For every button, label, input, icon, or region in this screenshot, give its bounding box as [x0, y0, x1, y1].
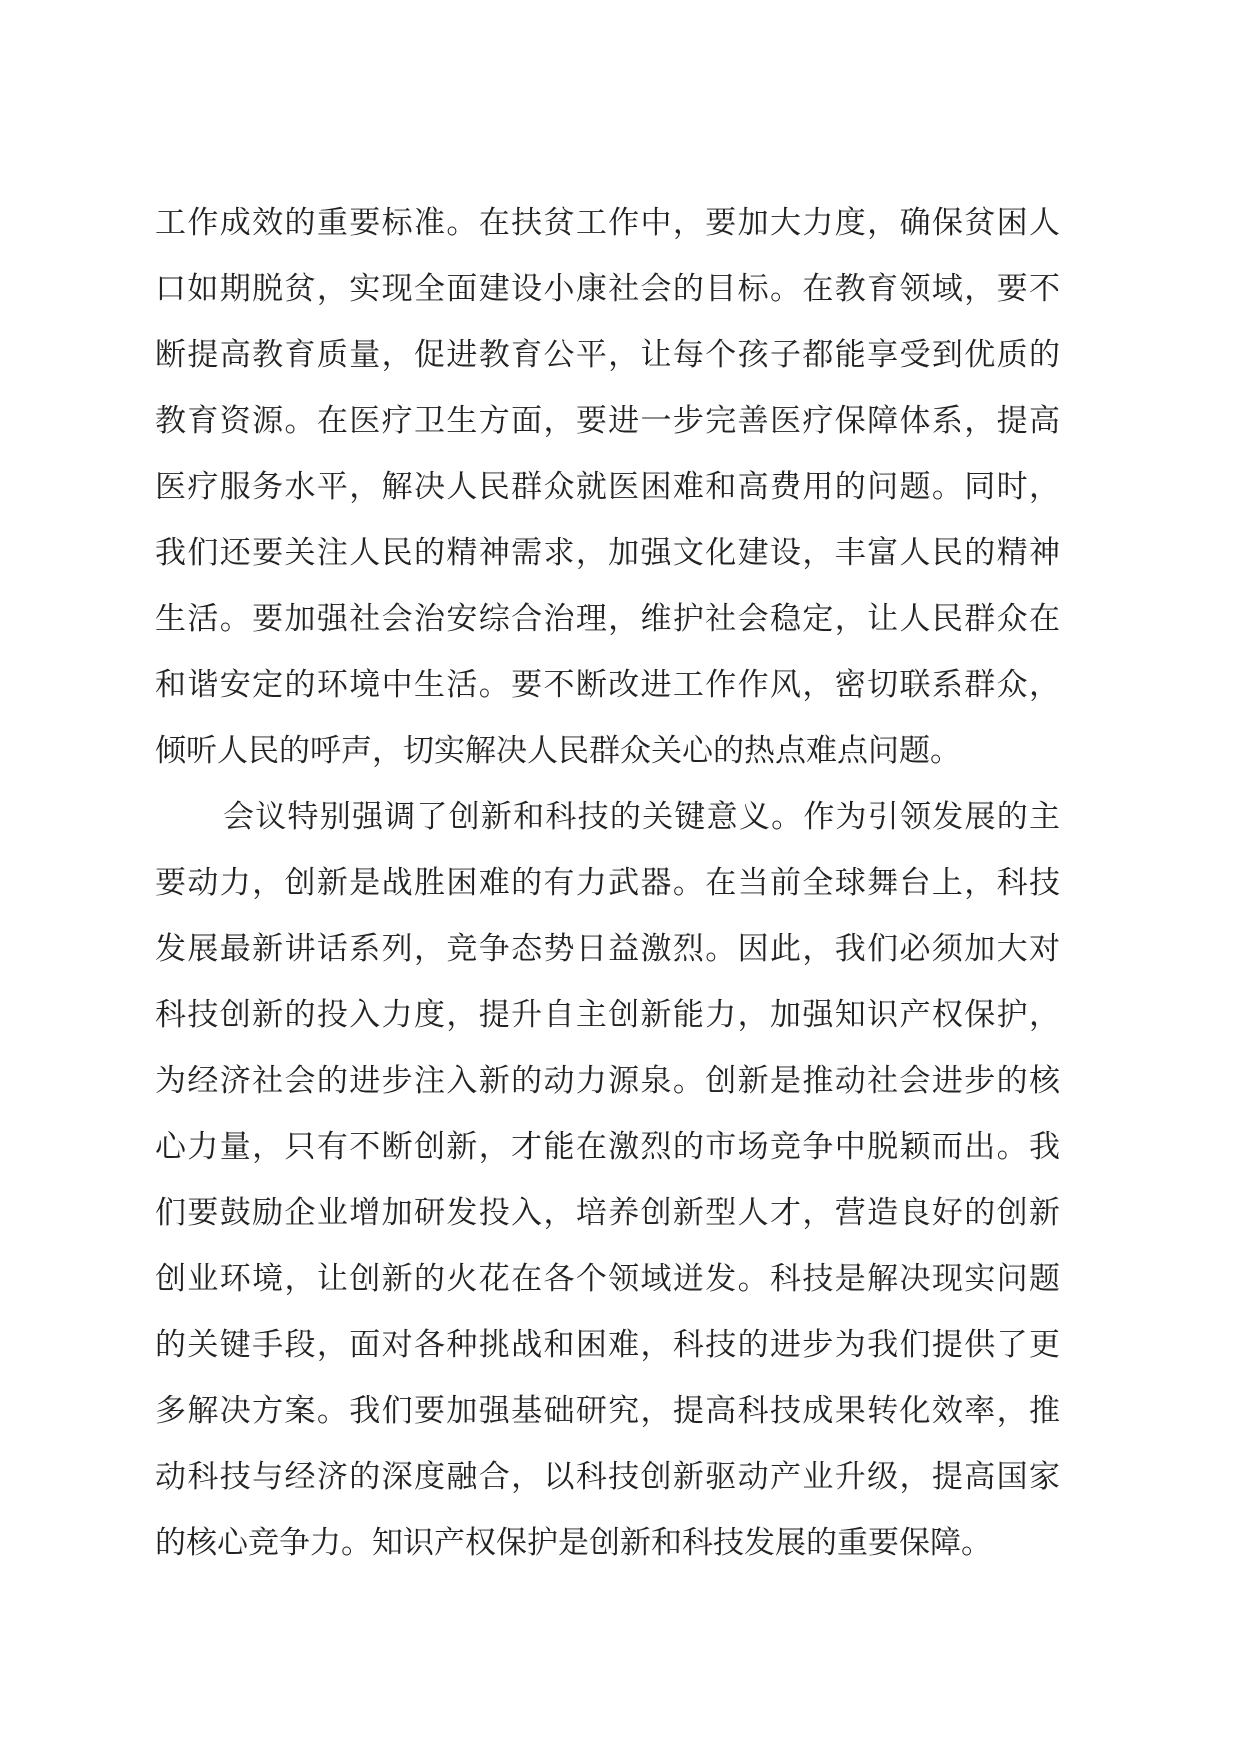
body-text — [155, 190, 1060, 1576]
text-line: 和谐安定的环境中生活。要不断改进工作作风，密切联系群众， — [155, 667, 1060, 703]
text-line: 教育资源。在医疗卫生方面，要进一步完善医疗保障体系，提高 — [155, 403, 1060, 439]
text-line: 们要鼓励企业增加研发投入，培养创新型人才，营造良好的创新 — [155, 1195, 1060, 1231]
text-line: 口如期脱贫，实现全面建设小康社会的目标。在教育领域，要不 — [155, 271, 1060, 307]
text-line: 工作成效的重要标准。在扶贫工作中，要加大力度，确保贫困人 — [155, 205, 1060, 241]
text-line: 生活。要加强社会治安综合治理，维护社会稳定，让人民群众在 — [155, 601, 1060, 637]
text-line: 多解决方案。我们要加强基础研究，提高科技成果转化效率，推 — [155, 1393, 1060, 1429]
text-line: 创业环境，让创新的火花在各个领域迸发。科技是解决现实问题 — [155, 1261, 1060, 1297]
text-line: 我们还要关注人民的精神需求，加强文化建设，丰富人民的精神 — [155, 535, 1060, 571]
paragraph-first-line: 会议特别强调了创新和科技的关键意义。作为引领发展的主 — [223, 799, 1060, 835]
text-line: 动科技与经济的深度融合，以科技创新驱动产业升级，提高国家 — [155, 1459, 1060, 1495]
text-line: 的核心竞争力。知识产权保护是创新和科技发展的重要保障。 — [155, 1525, 992, 1561]
text-line: 的关键手段，面对各种挑战和困难，科技的进步为我们提供了更 — [155, 1327, 1060, 1363]
text-line: 要动力，创新是战胜困难的有力武器。在当前全球舞台上，科技 — [155, 865, 1060, 901]
text-line: 发展最新讲话系列，竞争态势日益激烈。因此，我们必须加大对 — [155, 931, 1060, 967]
text-line: 科技创新的投入力度，提升自主创新能力，加强知识产权保护， — [155, 997, 1060, 1033]
text-line: 断提高教育质量，促进教育公平，让每个孩子都能享受到优质的 — [155, 337, 1060, 373]
text-line: 心力量，只有不断创新，才能在激烈的市场竞争中脱颖而出。我 — [155, 1129, 1060, 1165]
text-line: 医疗服务水平，解决人民群众就医困难和高费用的问题。同时， — [155, 469, 1060, 505]
text-line: 倾听人民的呼声，切实解决人民群众关心的热点难点问题。 — [155, 733, 961, 769]
text-line: 为经济社会的进步注入新的动力源泉。创新是推动社会进步的核 — [155, 1063, 1060, 1099]
